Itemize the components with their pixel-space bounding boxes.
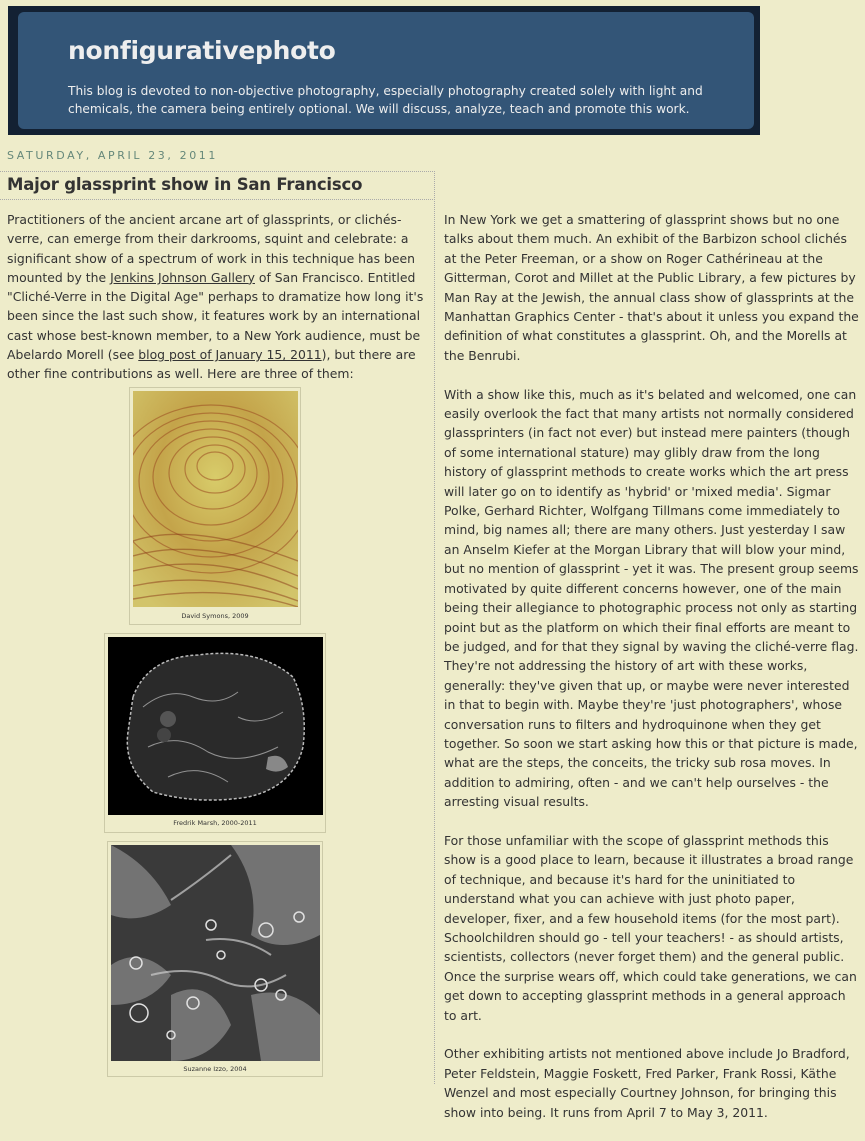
jenkins-johnson-gallery-link[interactable]: Jenkins Johnson Gallery <box>110 269 255 285</box>
intro-text: Practitioners of the ancient arcane art of glassprints, or clichés-verre, can emerge from their darkrooms, squint and celebrate: a significant show of a spectrum of work in this technique has been mounted by the <box>7 212 415 285</box>
artwork-image[interactable] <box>133 391 298 607</box>
figure-caption: David Symons, 2009 <box>181 612 249 620</box>
blog-header-inner <box>18 12 754 129</box>
blog-description: This blog is devoted to non-objective photography, especially photography created solely with light and chemicals, the camera being entirely optional. We will discuss, analyze, teach and promote this work. <box>68 84 703 116</box>
dark-organic-image <box>108 637 323 815</box>
figure-fredrik-marsh[interactable] <box>104 633 326 833</box>
post-body-left <box>7 210 427 384</box>
blog-header <box>8 6 760 135</box>
blog-post-link[interactable]: blog post of January 15, 2011 <box>138 347 322 363</box>
post-body-right <box>444 210 860 1141</box>
artwork-image[interactable] <box>108 637 323 815</box>
figure-caption: Fredrik Marsh, 2000-2011 <box>173 819 257 827</box>
figure-suzanne-izzo[interactable] <box>107 841 323 1077</box>
intro-paragraph <box>7 210 427 384</box>
title-divider <box>0 199 435 200</box>
figure-caption: Suzanne Izzo, 2004 <box>183 1065 247 1073</box>
body-paragraph: Other exhibiting artists not mentioned above include Jo Bradford, Peter Feldstein, Maggie Foskett, Fred Parker, Frank Rossi, Käthe Wenzel and most especially Courtney Johnson, for bringing this show into being. It runs from April 7 to May 3, 2011. <box>444 1046 850 1120</box>
swirl-image <box>133 391 298 607</box>
figure-david-symons[interactable] <box>129 387 301 625</box>
intro-text: of San Francisco. Entitled "Cliché-Verre in the Digital Age" perhaps to dramatize how long it's been since the last such show, it features work by an international cast whose best-known member, to a New York audience, must be Abelardo Morell (see <box>7 269 424 363</box>
post-date: SATURDAY, APRIL 23, 2011 <box>7 149 218 162</box>
blog-title[interactable]: nonfigurativephoto <box>68 36 336 65</box>
body-paragraph: For those unfamiliar with the scope of glassprint methods this show is a good place to learn, because it illustrates a broad range of technique, and because it's hard for the uninitiated to understand what you can achieve with just photo paper, developer, fixer, and a few household items (for the most part). Schoolchildren should go - tell your teachers! - as should artists, scientists, collectors (never forget them) and the general public. Once the surprise wears off, which could take generations, we can get down to accepting glassprint methods in a general approach to art. <box>444 832 857 1023</box>
body-paragraph: With a show like this, much as it's belated and welcomed, one can easily overlook the fact that many artists not normally considered glassprinters (in fact not ever) but instead mere painters (though of some international stature) may glibly draw from the long history of glassprint methods to create works which the art press will later go on to identify as 'hybrid' or 'mixed media'. Sigmar Polke, Gerhard Richter, Wolfgang Tillmans come immediately to mind, big names all; there are many others. Just yesterday I saw an Anselm Kiefer at the Morgan Library that will blow your mind, but no mention of glassprint - yet it was. The present group seems motivated by quite different concerns however, one of the main being their allegiance to photographic process not only as starting point but as the platform on which their final efforts are meant to be judged, and for that they signal by waving the cliché-verre flag. They're not addressing the history of art with these works, generally: they've given that up, or maybe were never interested in that to begin with. Maybe they're 'just photographers', whose conversation runs to filters and hydroquinone when they get together. So soon we start asking how this or that picture is made, what are the steps, the conceits, the tricky sub rosa moves. In addition to admiring, often - and we can't help ourselves - the arresting visual results. <box>444 386 859 810</box>
cellular-texture-image <box>111 845 320 1061</box>
body-paragraph: In New York we get a smattering of glassprint shows but no one talks about them much. An exhibit of the Barbizon school clichés at the Peter Freeman, or a show on Roger Cathérineau at the Gitterman, Corot and Millet at the Public Library, a few pictures by Man Ray at the Jewish, the annual class show of glassprints at the Manhattan Graphics Center - that's about it unless you expand the definition of what constitutes a glassprint. Oh, and the Morells at the Benrubi. <box>444 212 859 363</box>
intro-text: ), but there are other fine contributions as well. Here are three of them: <box>7 347 416 382</box>
artwork-image[interactable] <box>111 845 320 1061</box>
post-title[interactable]: Major glassprint show in San Francisco <box>7 175 363 194</box>
